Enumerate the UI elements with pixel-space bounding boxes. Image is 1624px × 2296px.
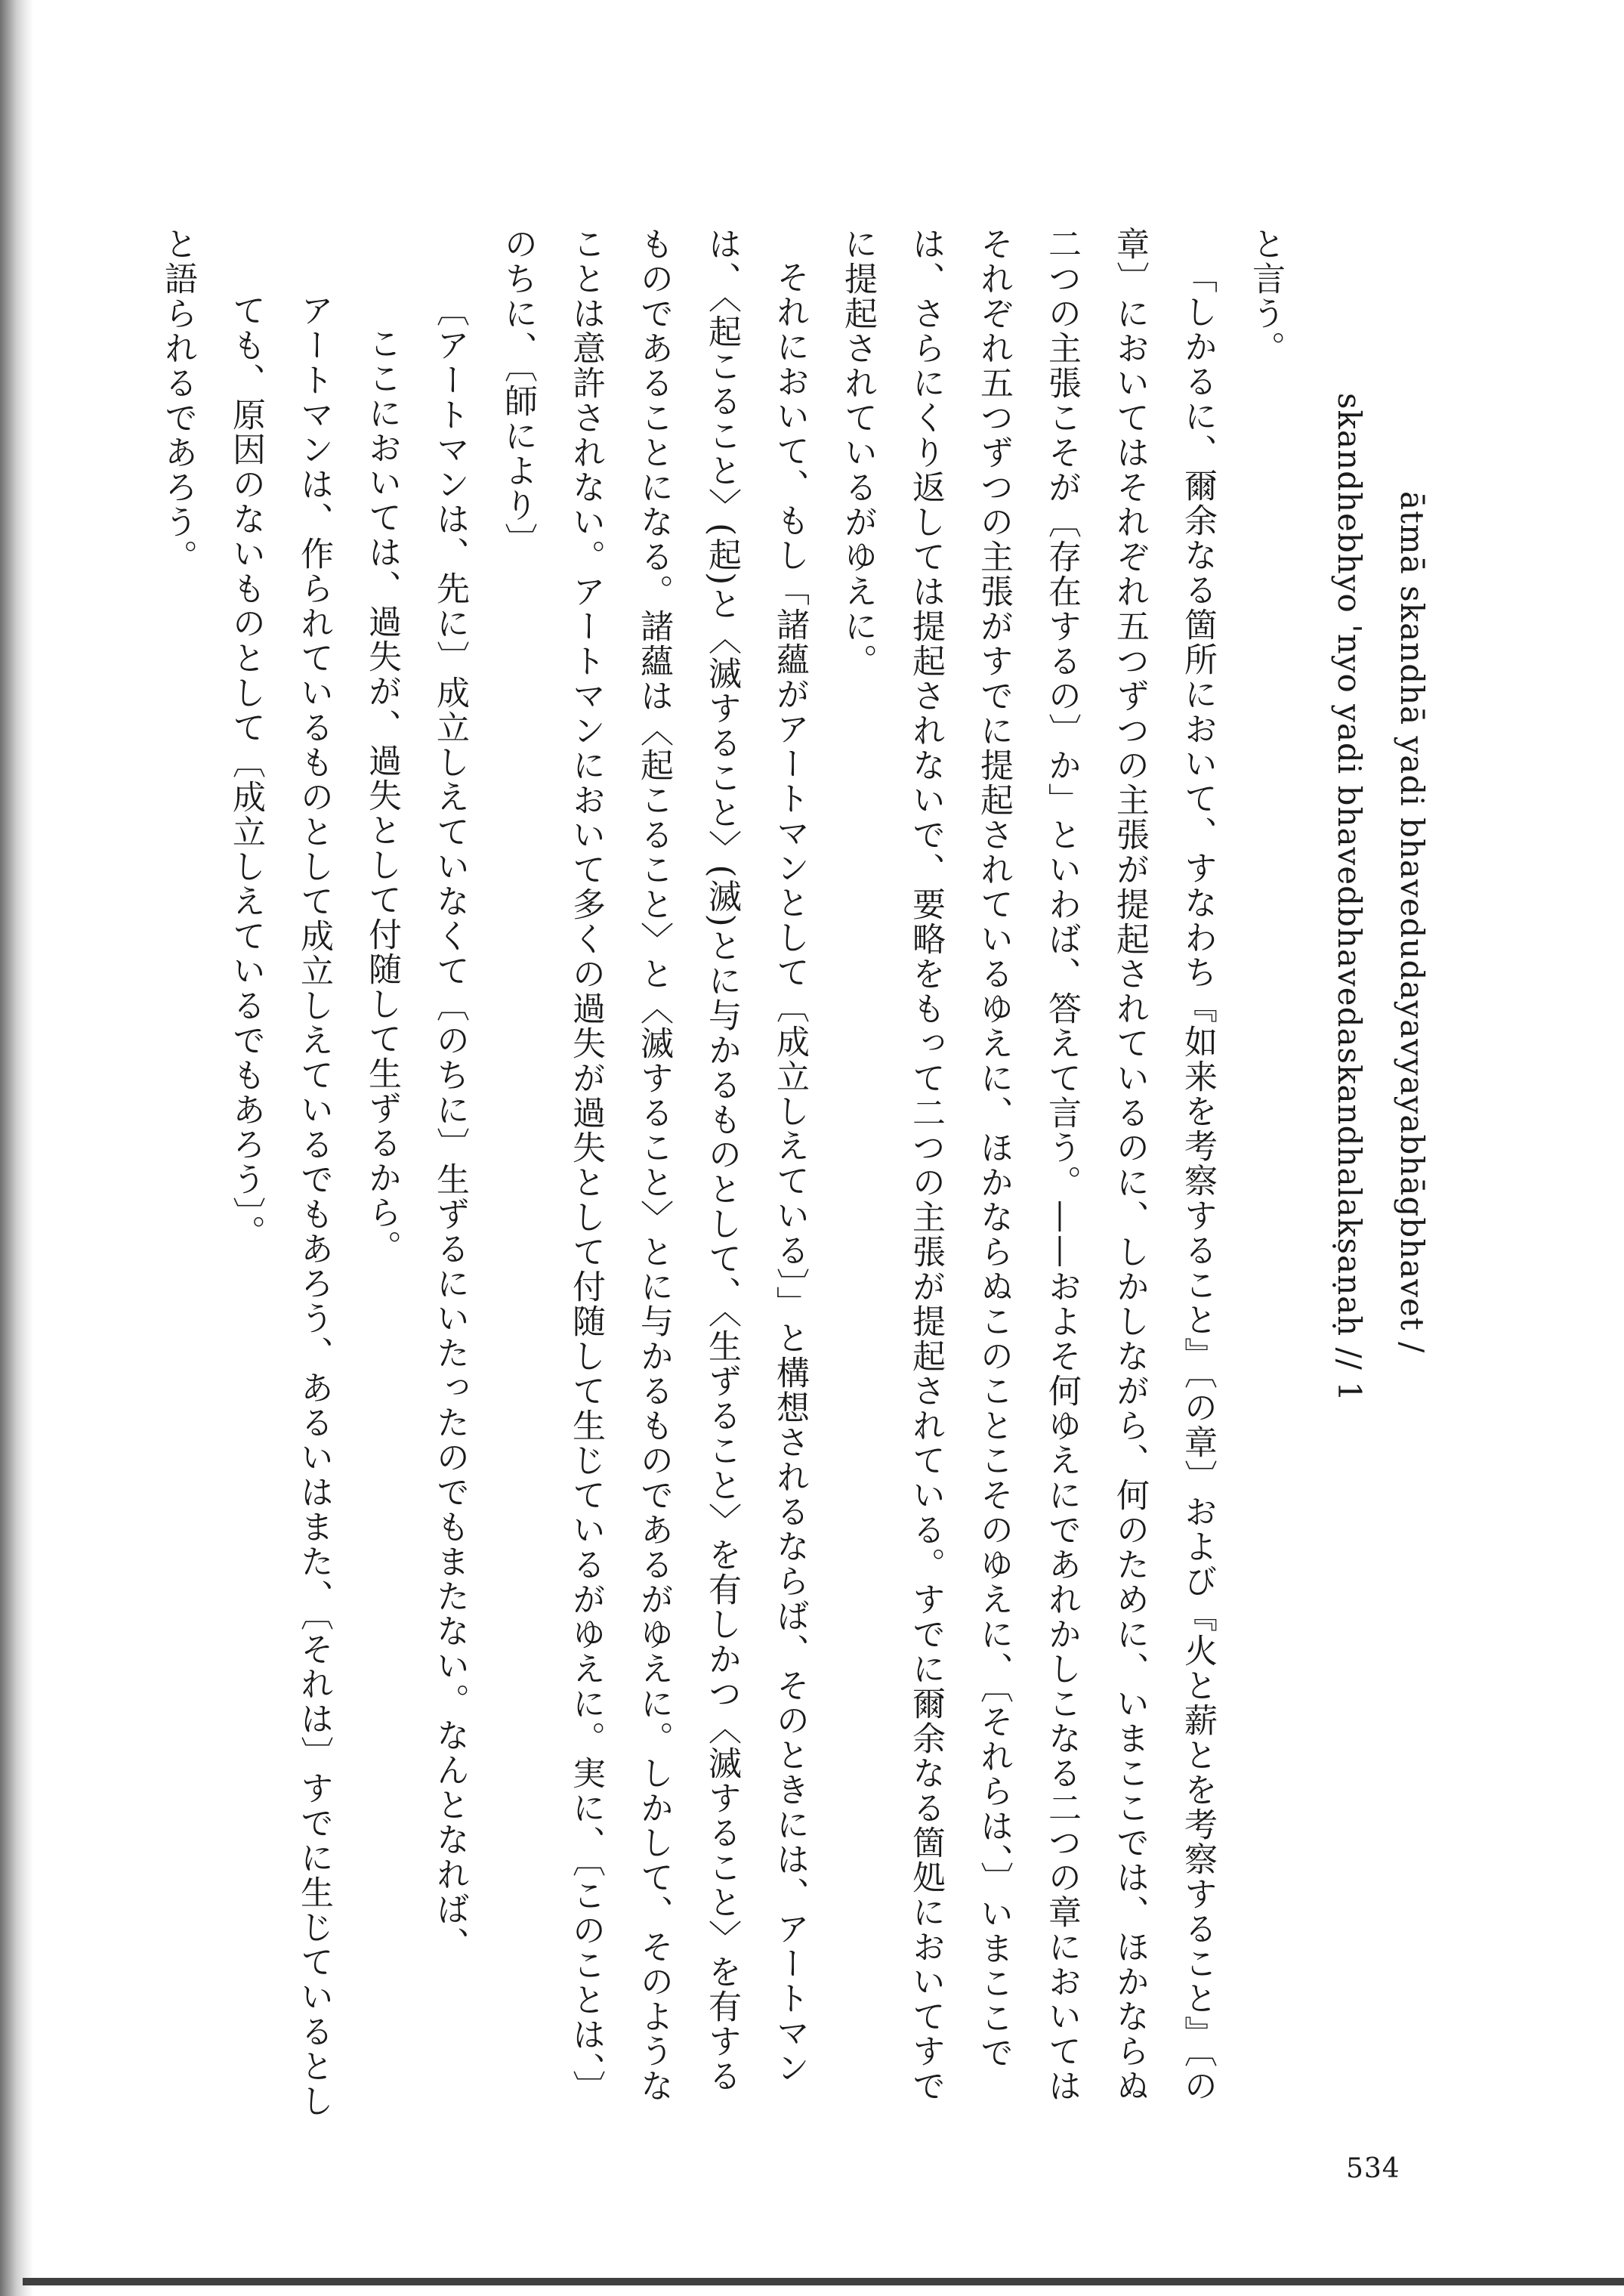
body-text [159, 227, 1299, 2123]
paragraph-question-answer: 「しかるに、爾余なる箇所において、すなわち『如来を考察すること』〔の章〕および『火と薪とを考察すること』〔の章〕においてはそれぞれ五つずつの主張が提起されているのに、しかしながら、何のために、いまここでは、ほかならぬ二つの主張こそが〔存在するの〕か」といわば、答えて言う。——およそ何ゆえにであれかしこなる二つの章においてはそれぞれ五つずつの主張がすでに提起されているゆえに、ほかならぬこのことこそのゆえに、〔それらは、〕いまここでは、さらにくり返しては提起されないで、要略をもって二つの主張が提起されている。すでに爾余なる箇処においてすでに提起されているがゆえに。 [838, 227, 1217, 2103]
scan-bottom-edge [23, 2278, 1624, 2285]
paragraph-intro: と言う。 [1246, 227, 1285, 366]
page-number: 534 [1346, 2153, 1400, 2184]
sanskrit-verse-line-1: ātmā skandhā yadi bhavedudayavyayabhāgbhavet / [1394, 491, 1431, 1354]
quote-line-1: 〔アートマンは、先に〕成立しえていなくて〔のちに〕生ずるにいたったのでもまたない。なんとなれば、 [431, 293, 469, 1961]
quote-line-3: アートマンは、作られているものとして成立しえているでもあろう、あるいはまた、〔それは〕すでに生じているとしても、原因のないものとして〔成立しえているでもあろう〕。 [227, 293, 333, 2118]
scan-edge-shadow [0, 0, 33, 2296]
paragraph-argument: それにおいて、もし「諸蘊がアートマンとして〔成立しえている〕」と構想されるならば、そのときには、アートマンは、〈起こること〉(起)と〈滅すること〉(滅)とに与かるものとして、〈生ずること〉を有しかつ〈滅すること〉を有するものであることになる。諸蘊は〈起こること〉と〈滅すること〉とに与かるものであるがゆえに。しかして、そのようなことは意許されない。アートマンにおいて多くの過失が過失として付随して生じているがゆえに。実に、〔このことは、〕のちに、〔師により〕 [499, 227, 809, 2105]
sanskrit-verse-line-2: skandhebhyo 'nyo yadi bhavedbhavedaskandhalakṣaṇaḥ // 1 [1331, 393, 1368, 1402]
quote-line-2: ここにおいては、過失が、過失として付随して生ずるから。 [363, 326, 401, 1265]
paragraph-closing: と語られるであろう。 [159, 227, 197, 574]
